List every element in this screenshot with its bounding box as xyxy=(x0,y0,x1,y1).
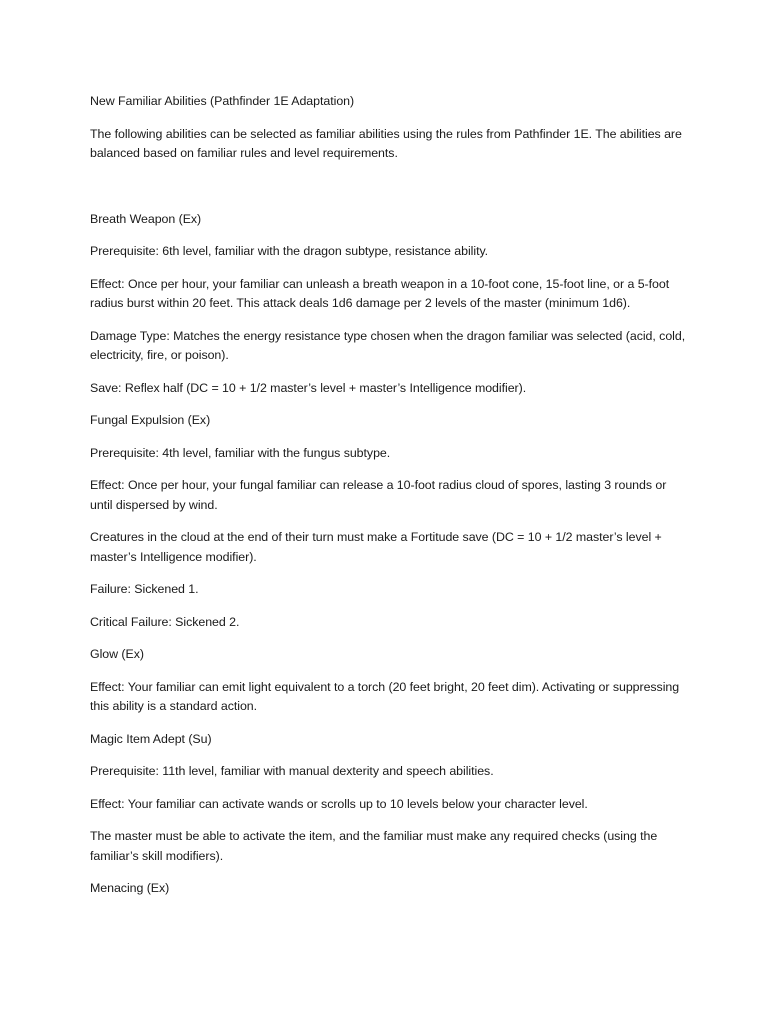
fungal-expulsion-failure: Failure: Sickened 1. xyxy=(90,582,199,596)
ability-heading-magic-item-adept: Magic Item Adept (Su) xyxy=(90,731,212,746)
fungal-expulsion-critical-failure: Critical Failure: Sickened 2. xyxy=(90,614,240,629)
fungal-expulsion-effect: Effect: Once per hour, your fungal familiar can release a 10-foot radius cloud of spores, lasting 3 rounds or until dispersed by wind. xyxy=(90,478,667,512)
ability-heading-glow: Glow (Ex) xyxy=(90,647,144,661)
breath-weapon-prerequisite: Prerequisite: 6th level, familiar with the dragon subtype, resistance ability. xyxy=(90,244,489,258)
magic-item-adept-effect: Effect: Your familiar can activate wands or scrolls up to 10 levels below your character level. xyxy=(90,796,588,811)
ability-heading-menacing: Menacing (Ex) xyxy=(90,881,170,895)
intro-paragraph: The following abilities can be selected as familiar abilities using the rules from Pathfinder 1E. The abilities are balanced based on familiar rules and level requirements. xyxy=(90,126,682,160)
breath-weapon-effect: Effect: Once per hour, your familiar can unleash a breath weapon in a 10-foot cone, 15-foot line, or a 5-foot radius burst within 20 feet. This attack deals 1d6 damage per 2 levels of the master (minimum 1d6). xyxy=(90,276,670,310)
ability-heading-breath-weapon: Breath Weapon (Ex) xyxy=(90,211,202,226)
magic-item-adept-requirement: The master must be able to activate the item, and the familiar must make any required checks (using the familiar’s skill modifiers). xyxy=(90,829,658,863)
ability-heading-fungal-expulsion: Fungal Expulsion (Ex) xyxy=(90,413,211,427)
magic-item-adept-prerequisite: Prerequisite: 11th level, familiar with manual dexterity and speech abilities. xyxy=(90,764,494,778)
breath-weapon-save: Save: Reflex half (DC = 10 + 1/2 master’s level + master’s Intelligence modifier). xyxy=(90,380,527,395)
document-title: New Familiar Abilities (Pathfinder 1E Adaptation) xyxy=(90,94,355,108)
blank-line xyxy=(90,177,690,210)
glow-effect: Effect: Your familiar can emit light equivalent to a torch (20 feet bright, 20 feet dim). Activating or suppressing this ability is a standard action. xyxy=(90,679,680,713)
breath-weapon-damage-type: Damage Type: Matches the energy resistance type chosen when the dragon familiar was selected (acid, cold, electricity, fire, or poison). xyxy=(90,328,686,362)
fungal-expulsion-save: Creatures in the cloud at the end of their turn must make a Fortitude save (DC = 10 + 1/2 master’s level + master’s Intelligence modifier). xyxy=(90,530,662,564)
document-body xyxy=(90,92,690,912)
fungal-expulsion-prerequisite: Prerequisite: 4th level, familiar with the fungus subtype. xyxy=(90,445,391,460)
